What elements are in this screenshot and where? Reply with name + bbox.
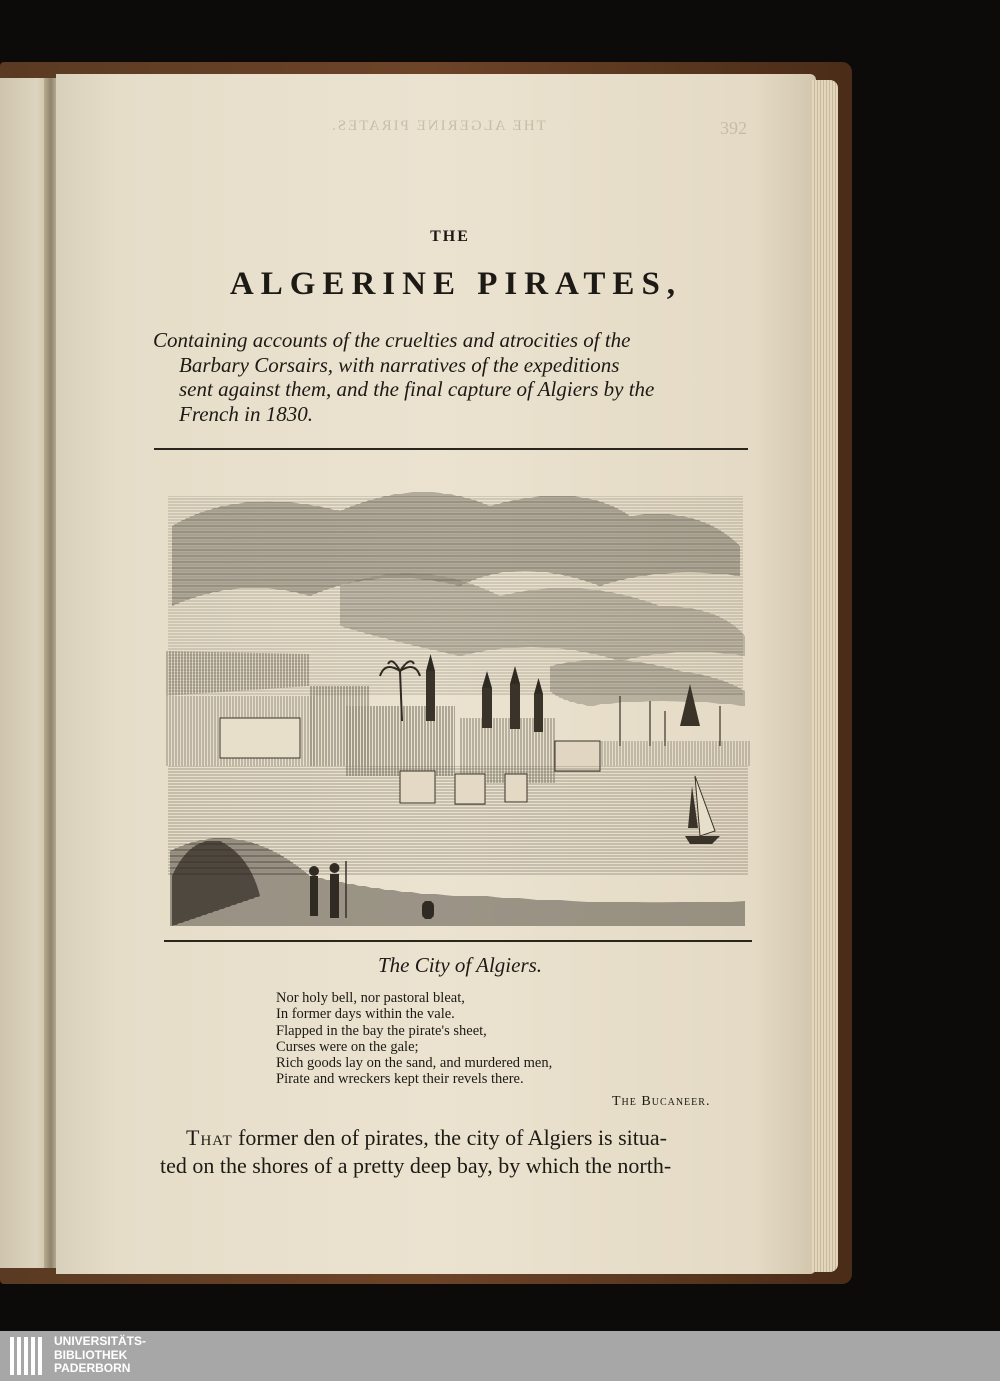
poem-line: Flapped in the bay the pirate's sheet, xyxy=(276,1022,487,1039)
book-subtitle xyxy=(153,328,753,426)
body-text xyxy=(160,1124,770,1180)
top-rule xyxy=(154,448,748,450)
bleed-through-page-number: 392 xyxy=(720,118,747,138)
poem-line: Rich goods lay on the sand, and murdered men, xyxy=(276,1055,553,1072)
epigraph-poem xyxy=(276,990,696,1088)
poem-attribution: The Bucaneer. xyxy=(612,1094,711,1109)
illustration-caption: The City of Algiers. xyxy=(377,953,543,977)
body-line: That former den of pirates, the city of Algiers is situa- xyxy=(186,1125,667,1150)
page-edges xyxy=(812,80,838,1272)
subtitle-line: Barbary Corsairs, with narratives of the expeditions xyxy=(179,352,620,377)
poem-line: Curses were on the gale; xyxy=(276,1038,419,1055)
bottom-rule xyxy=(164,940,752,942)
bleed-through-running-head: THE ALGERINE PIRATES. xyxy=(330,118,546,134)
heading-the: THE xyxy=(430,228,470,245)
lead-word: That xyxy=(186,1125,233,1150)
library-name: UNIVERSITÄTS- BIBLIOTHEK PADERBORN xyxy=(54,1334,147,1375)
poem-line: In former days within the vale. xyxy=(276,1006,455,1023)
library-footer xyxy=(0,1331,1000,1381)
poem-line: Nor holy bell, nor pastoral bleat, xyxy=(276,990,465,1006)
subtitle-line: Containing accounts of the cruelties and atrocities of the xyxy=(153,328,631,352)
poem-line: Pirate and wreckers kept their revels there. xyxy=(276,1071,524,1088)
university-logo-icon xyxy=(8,1335,50,1377)
subtitle-line: French in 1830. xyxy=(179,401,313,426)
book-title: ALGERINE PIRATES, xyxy=(229,266,683,302)
subtitle-line: sent against them, and the final capture of Algiers by the xyxy=(179,377,655,401)
body-line: ted on the shores of a pretty deep bay, by which the north- xyxy=(160,1153,672,1178)
city-of-algiers-engraving xyxy=(160,456,752,938)
